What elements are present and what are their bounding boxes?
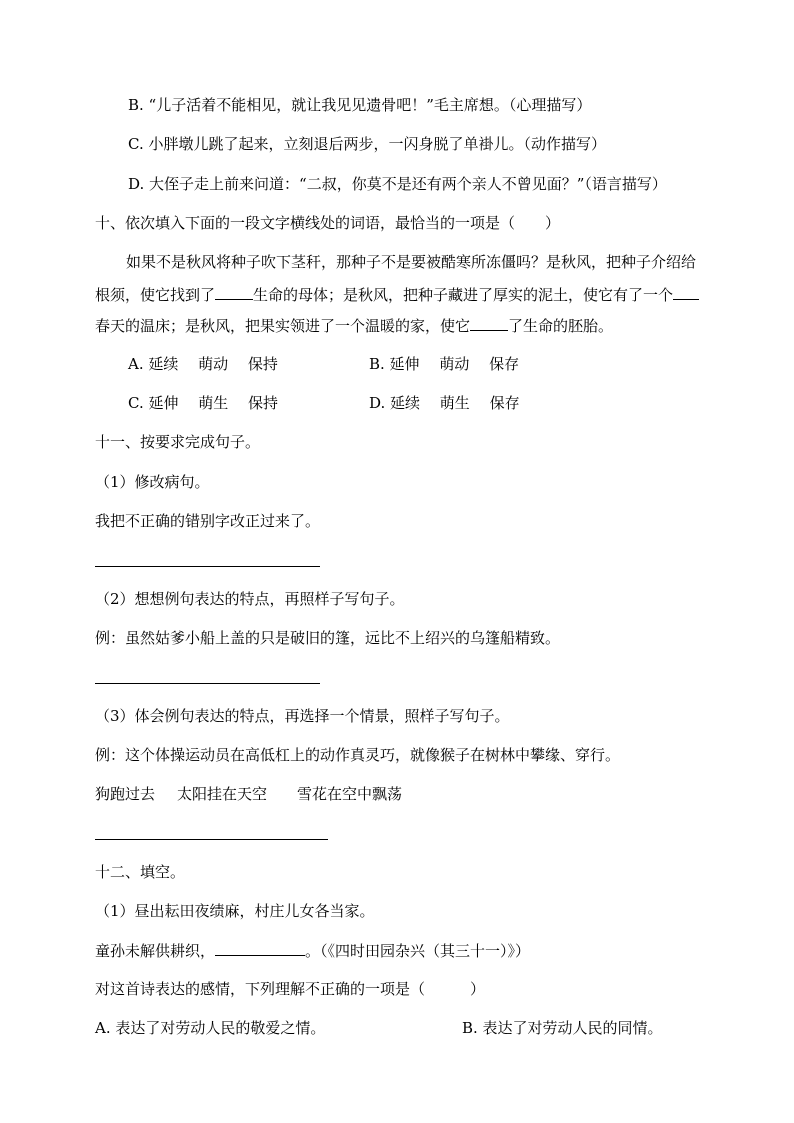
scene-1: 狗跑过去 [95,785,156,803]
answer-line-1[interactable] [95,566,320,567]
q12-line2-part2: 。（《四时田园杂兴（其三十一）》） [305,942,531,960]
q11-sub1-label: （1）修改病句。 [95,473,210,491]
q10-p2-part1: 根须，使它找到了 [95,286,216,304]
q10-p3-part2: 了生命的胚胎。 [508,317,614,335]
q10-option-c: C. 延伸 萌生 保持 [128,394,279,412]
q12-option-a: A. 表达了对劳动人民的敬爱之情。 [95,1019,326,1037]
scene-2: 太阳挂在天空 [177,785,268,803]
q10-option-a: A. 延续 萌动 保持 [128,355,278,373]
q10-title: 十、依次填入下面的一段文字横线处的词语，最恰当的一项是（ ） [95,214,561,232]
q10-paragraph-line3 [95,315,613,336]
q9-option-c: C. 小胖墩儿跳了起来，立刻退后两步，一闪身脱了单褂儿。（动作描写） [128,135,606,153]
answer-blank-2[interactable] [673,284,699,300]
q11-sub2-label: （2）想想例句表达的特点，再照样子写句子。 [95,590,405,608]
answer-line-3[interactable] [95,839,328,840]
q10-paragraph-line2 [95,284,699,305]
q11-sub3-label: （3）体会例句表达的特点，再选择一个情景，照样子写句子。 [95,707,510,725]
q11-sub2-example: 例：虽然姑爹小船上盖的只是破旧的篷，远比不上绍兴的乌篷船精致。 [95,629,561,647]
q10-option-d: D. 延续 萌生 保存 [369,394,520,412]
q11-sub3-scenes [95,784,402,804]
answer-blank-1[interactable] [215,284,253,300]
q9-option-b: B. “儿子活着不能相见，就让我见见遗骨吧！”毛主席想。（心理描写） [128,96,592,114]
q9-option-d: D. 大侄子走上前来问道：“二叔，你莫不是还有两个亲人不曾见面？”（语言描写） [128,175,667,193]
q12-line2-part1: 童孙未解供耕织， [95,942,216,960]
q12-title: 十二、填空。 [95,863,186,881]
answer-blank-4[interactable] [215,940,305,956]
q12-question: 对这首诗表达的感情，下列理解不正确的一项是（ ） [95,980,486,998]
q11-sub3-example: 例：这个体操运动员在高低杠上的动作真灵巧，就像猴子在树林中攀缘、穿行。 [95,746,621,764]
q12-option-b: B. 表达了对劳动人民的同情。 [462,1019,663,1037]
q10-p3-part1: 春天的温床；是秋风，把果实领进了一个温暖的家，使它 [95,317,471,335]
q12-poem-line2 [95,940,530,961]
answer-blank-3[interactable] [470,315,508,331]
q10-option-b: B. 延伸 萌动 保存 [369,355,520,373]
q10-paragraph-line1: 如果不是秋风将种子吹下茎秆，那种子不是要被酷寒所冻僵吗？是秋风，把种子介绍给 [126,253,697,271]
q11-title: 十一、按要求完成句子。 [95,433,261,451]
answer-line-2[interactable] [95,683,320,684]
q10-p2-part2: 生命的母体；是秋风，把种子藏进了厚实的泥土，使它有了一个 [253,286,674,304]
scene-3: 雪花在空中飘荡 [297,785,403,803]
q11-sub1-sentence: 我把不正确的错别字改正过来了。 [95,512,321,530]
q12-poem-line1: （1）昼出耘田夜绩麻，村庄儿女各当家。 [95,902,375,920]
